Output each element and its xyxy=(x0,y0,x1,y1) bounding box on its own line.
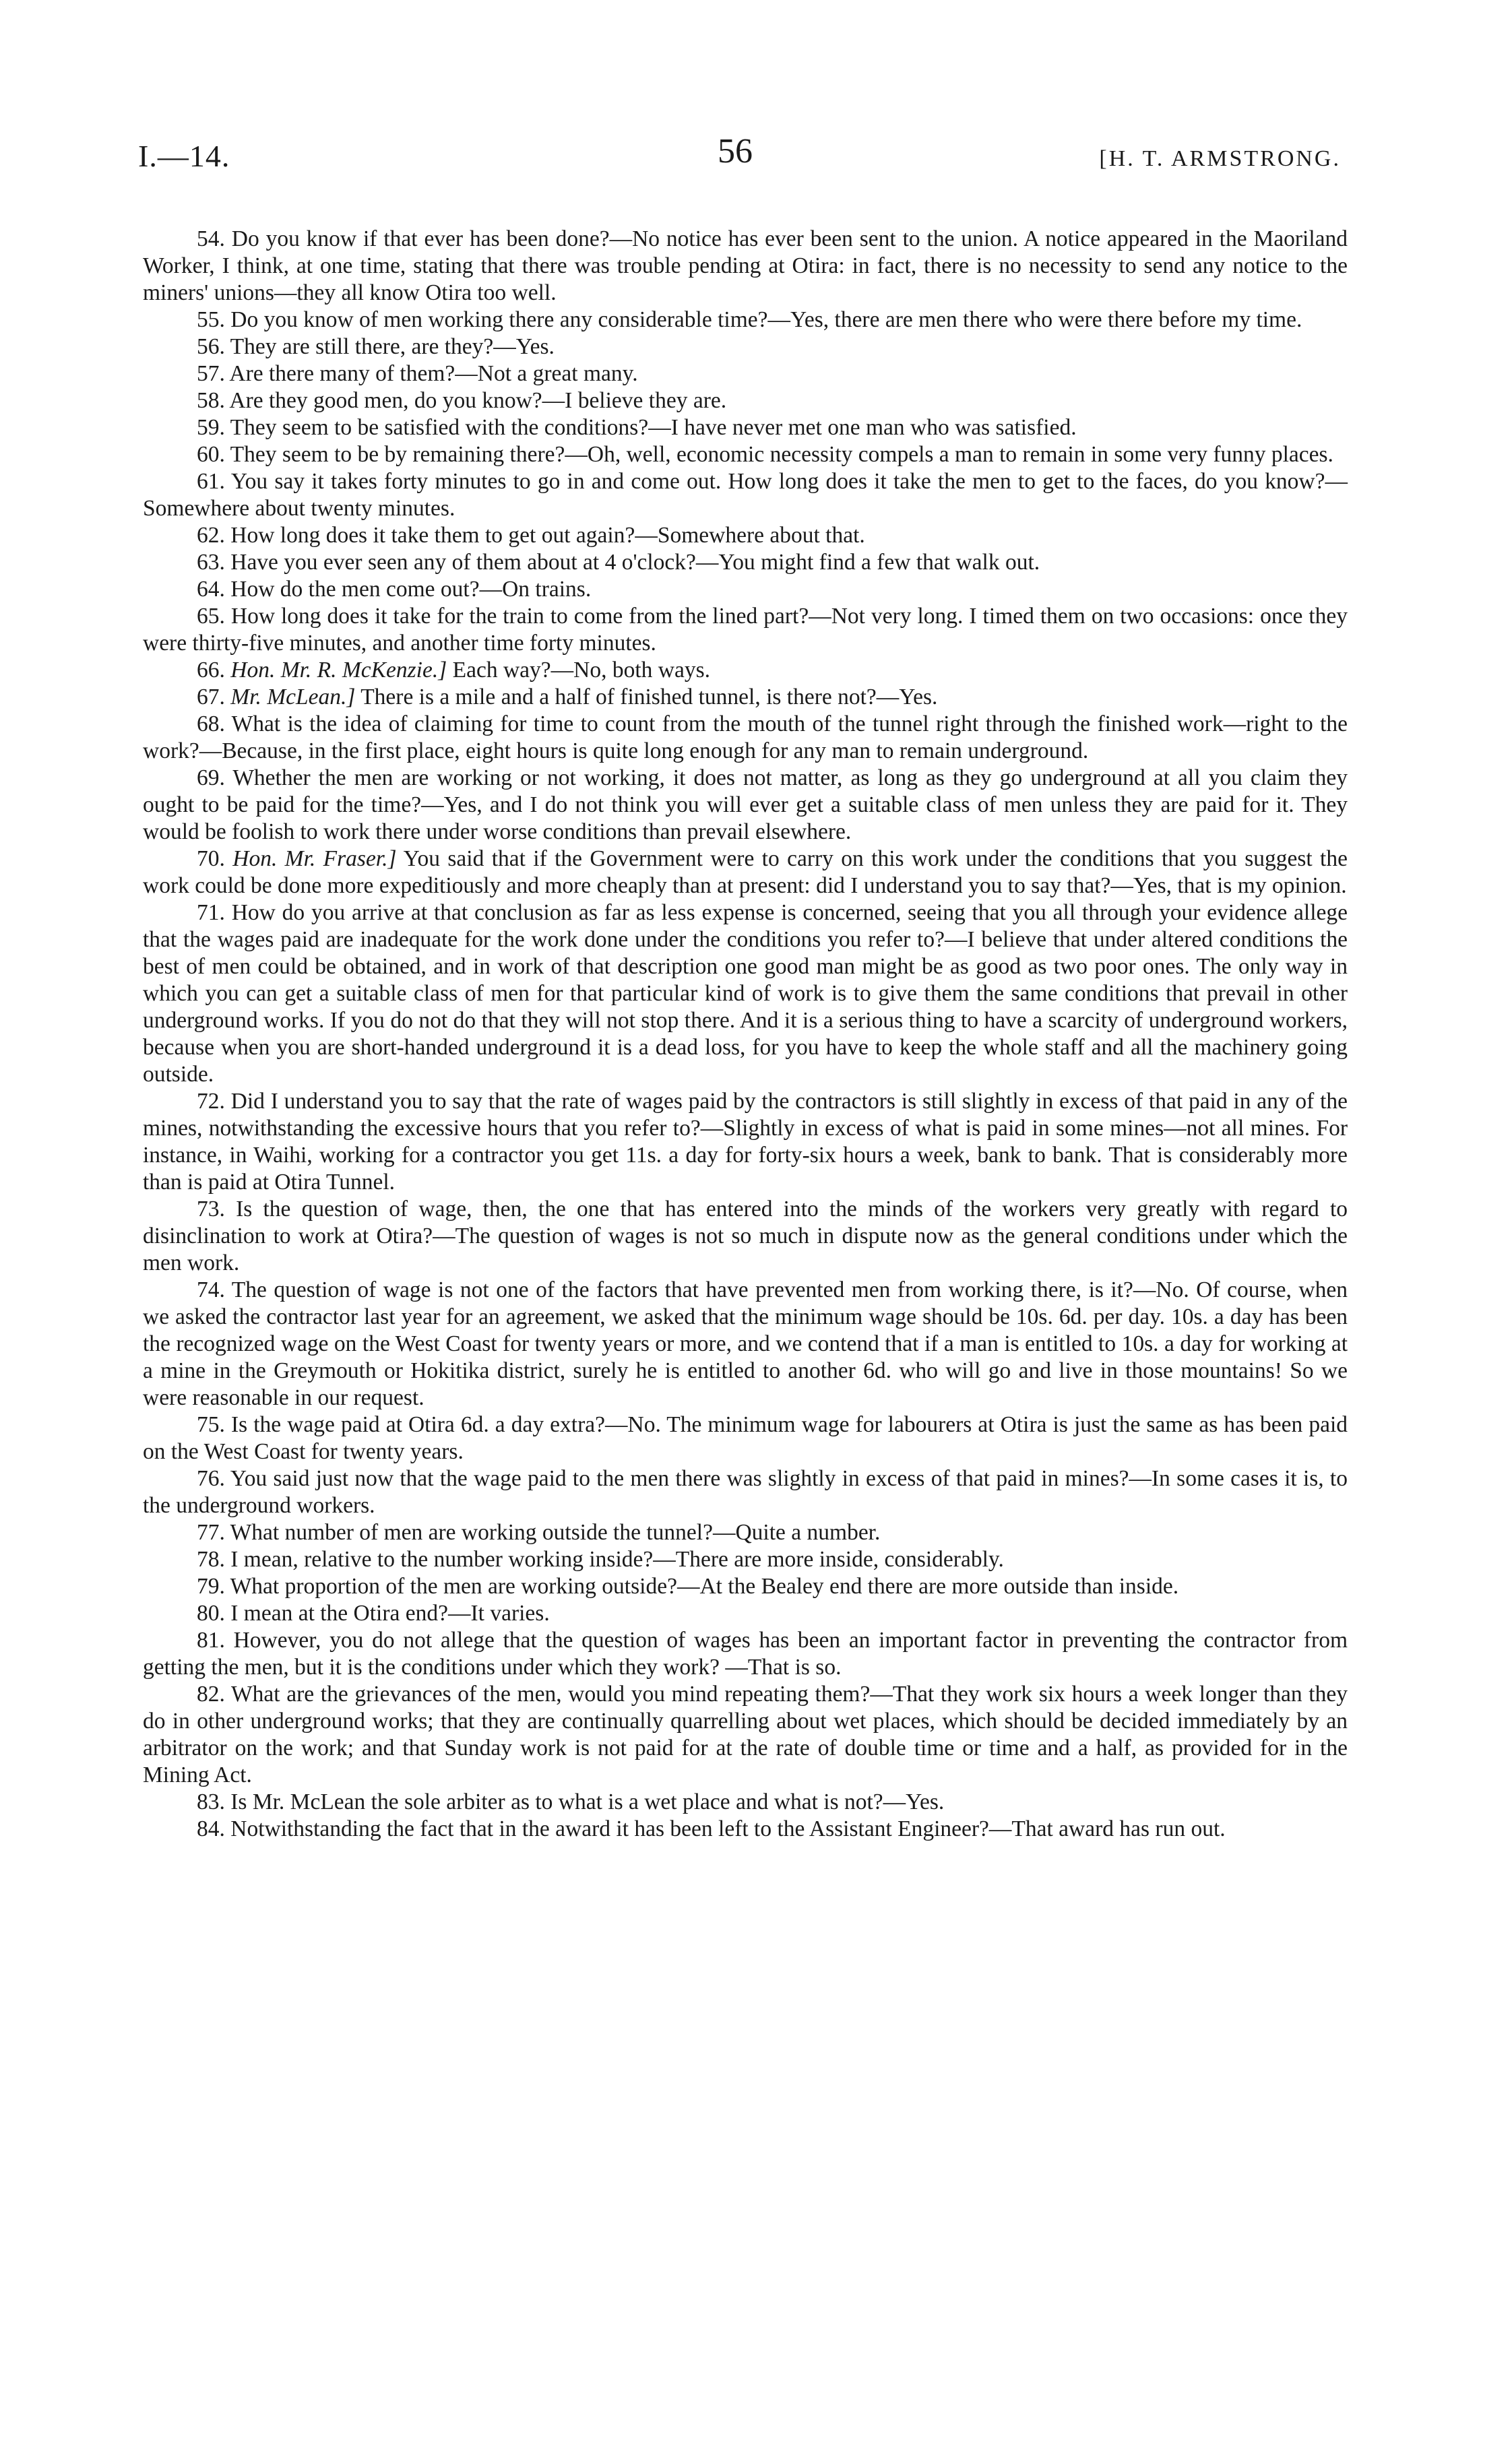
question-number: 77. xyxy=(197,1520,225,1545)
question-answer-paragraph xyxy=(143,387,1348,414)
question-number: 61. xyxy=(197,469,225,494)
question-number: 63. xyxy=(197,550,225,575)
question-number: 69. xyxy=(197,765,225,790)
question-answer-paragraph xyxy=(143,522,1348,549)
question-answer-text: Notwithstanding the fact that in the award it has been left to the Assistant Engineer?—That award has run out. xyxy=(230,1816,1226,1841)
question-answer-text: Whether the men are working or not working, it does not matter, as long as they go underground at all you claim they ought to be paid for the time?—Yes, and I do not think you will ever get a suitable class of men unless they are paid for it. They would be foolish to work there under worse conditions than prevail elsewhere. xyxy=(143,765,1348,844)
question-number: 75. xyxy=(197,1412,225,1437)
witness-name: [H. T. ARMSTRONG. xyxy=(1099,146,1341,171)
question-number: 64. xyxy=(197,577,225,602)
question-answer-paragraph xyxy=(143,1627,1348,1681)
speaker-name: Hon. Mr. R. McKenzie.] xyxy=(230,658,447,683)
question-answer-text: I mean, relative to the number working inside?—There are more inside, considerably. xyxy=(230,1547,1004,1572)
question-answer-text: Have you ever seen any of them about at 4 o'clock?—You might find a few that walk out. xyxy=(230,550,1040,575)
question-answer-text: I mean at the Otira end?—It varies. xyxy=(230,1601,550,1626)
question-answer-paragraph xyxy=(143,1277,1348,1411)
question-answer-text: What is the idea of claiming for time to count from the mouth of the tunnel right through the finished work—right to the work?—Because, in the first place, eight hours is quite long enough for any man to remain underground. xyxy=(143,711,1348,763)
question-number: 54. xyxy=(197,226,225,251)
question-number: 59. xyxy=(197,415,225,440)
question-answer-paragraph xyxy=(143,1411,1348,1465)
question-answer-paragraph xyxy=(143,468,1348,522)
parliamentary-paper-reference: I.—14. xyxy=(138,139,230,173)
question-number: 79. xyxy=(197,1574,225,1599)
question-answer-paragraph xyxy=(143,360,1348,387)
question-answer-text: They are still there, are they?—Yes. xyxy=(230,334,555,359)
question-number: 83. xyxy=(197,1789,225,1814)
question-answer-paragraph xyxy=(143,1600,1348,1627)
speaker-name: Hon. Mr. Fraser.] xyxy=(232,846,397,871)
question-answer-text: Are they good men, do you know?—I believe they are. xyxy=(229,388,727,413)
question-number: 67. xyxy=(197,685,225,709)
question-answer-paragraph xyxy=(143,846,1348,899)
question-number: 58. xyxy=(197,388,225,413)
question-number: 73. xyxy=(197,1197,225,1222)
question-number: 72. xyxy=(197,1089,225,1114)
question-answer-text: There is a mile and a half of finished tunnel, is there not?—Yes. xyxy=(360,685,938,709)
question-number: 57. xyxy=(197,361,225,386)
question-answer-paragraph xyxy=(143,711,1348,765)
question-answer-paragraph xyxy=(143,1681,1348,1789)
question-answer-paragraph xyxy=(143,1465,1348,1519)
question-answer-text: You say it takes forty minutes to go in and come out. How long does it take the men to get to the faces, do you know?—Somewhere about twenty minutes. xyxy=(143,469,1348,521)
question-number: 68. xyxy=(197,711,225,736)
question-number: 60. xyxy=(197,442,225,467)
question-answer-text: Do you know if that ever has been done?—No notice has ever been sent to the union. A notice appeared in the Maoriland Worker, I think, at one time, stating that there was trouble pending at Otira: in fact, there is no necessity to send any notice to the miners' unions—they all know Otira too well. xyxy=(143,226,1348,305)
question-answer-paragraph xyxy=(143,765,1348,846)
question-number: 65. xyxy=(197,604,225,629)
question-answer-paragraph xyxy=(143,1546,1348,1573)
question-number: 78. xyxy=(197,1547,225,1572)
question-number: 56. xyxy=(197,334,225,359)
question-number: 55. xyxy=(197,307,225,332)
question-answer-paragraph xyxy=(143,1196,1348,1277)
question-answer-text: They seem to be by remaining there?—Oh, well, economic necessity compels a man to remain in some very funny places. xyxy=(230,442,1333,467)
speaker-name: Mr. McLean.] xyxy=(230,685,356,709)
question-answer-text: The question of wage is not one of the factors that have prevented men from working there, is it?—No. Of course, when we asked the contractor last year for an agreement, we asked that the minimum wage should be 10s. 6d. per day. 10s. a day has been the recognized wage on the West Coast for twenty years or more, and we contend that if a man is entitled to 10s. a day for working at a mine in the Greymouth or Hokitika district, surely he is entitled to another 6d. who will go and live in those mountains! So we were reasonable in our request. xyxy=(143,1277,1348,1410)
question-answer-paragraph xyxy=(143,1789,1348,1816)
question-answer-paragraph xyxy=(143,334,1348,360)
question-number: 74. xyxy=(197,1277,225,1302)
page-header xyxy=(138,132,1341,185)
question-answer-text: Each way?—No, both ways. xyxy=(452,658,710,683)
question-answer-text: Is the wage paid at Otira 6d. a day extra?—No. The minimum wage for labourers at Otira is just the same as has been paid on the West Coast for twenty years. xyxy=(143,1412,1348,1464)
question-number: 82. xyxy=(197,1682,225,1707)
question-number: 71. xyxy=(197,900,225,925)
question-answer-paragraph xyxy=(143,657,1348,684)
question-answer-text: What number of men are working outside the tunnel?—Quite a number. xyxy=(230,1520,881,1545)
question-answer-paragraph xyxy=(143,684,1348,711)
question-answer-paragraph xyxy=(143,1573,1348,1600)
question-answer-text: What proportion of the men are working outside?—At the Bealey end there are more outside than inside. xyxy=(230,1574,1179,1599)
question-answer-text: Is Mr. McLean the sole arbiter as to what is a wet place and what is not?—Yes. xyxy=(230,1789,945,1814)
question-answer-text: You said just now that the wage paid to the men there was slightly in excess of that paid in mines?—In some cases it is, to the underground workers. xyxy=(143,1466,1348,1518)
question-answer-text: Did I understand you to say that the rate of wages paid by the contractors is still slightly in excess of that paid in any of the mines, notwithstanding the excessive hours that you refer to?—Slightly in excess of what is paid in some mines—not all mines. For instance, in Waihi, working for a contractor you get 11s. a day for forty-six hours a week, bank to bank. That is considerably more than is paid at Otira Tunnel. xyxy=(143,1089,1348,1195)
page-number: 56 xyxy=(718,132,753,170)
question-answer-paragraph xyxy=(143,1816,1348,1843)
question-number: 84. xyxy=(197,1816,225,1841)
question-answer-text: How do you arrive at that conclusion as far as less expense is concerned, seeing that you all through your evidence allege that the wages paid are inadequate for the work done under the conditions you refer to?—I believe that under altered conditions the best of men could be obtained, and in work of that description one good man might be as good as two poor ones. The only way in which you can get a suitable class of men for that particular kind of work is to give them the same conditions that prevail in other underground works. If you do not do that they will not stop there. And it is a serious thing to have a scarcity of underground workers, because when you are short-handed underground it is a dead loss, for you have to keep the whole staff and all the machinery going outside. xyxy=(143,900,1348,1087)
question-answer-text: You said that if the Government were to carry on this work under the conditions that you suggest the work could be done more expeditiously and more cheaply than at present: did I understand you to say that?—Yes, that is my opinion. xyxy=(143,846,1348,898)
question-answer-paragraph xyxy=(143,307,1348,334)
question-number: 62. xyxy=(197,523,225,548)
question-answer-paragraph xyxy=(143,441,1348,468)
question-answer-paragraph xyxy=(143,603,1348,657)
question-answer-text: Do you know of men working there any considerable time?—Yes, there are men there who were there before my time. xyxy=(230,307,1302,332)
question-answer-text: They seem to be satisfied with the conditions?—I have never met one man who was satisfied. xyxy=(230,415,1077,440)
question-answer-text: Is the question of wage, then, the one that has entered into the minds of the workers very greatly with regard to disinclination to work at Otira?—The question of wages is not so much in dispute now as the general conditions under which the men work. xyxy=(143,1197,1348,1275)
question-number: 76. xyxy=(197,1466,225,1491)
evidence-transcript xyxy=(143,226,1348,1843)
question-answer-paragraph xyxy=(143,414,1348,441)
question-answer-paragraph xyxy=(143,576,1348,603)
question-answer-paragraph xyxy=(143,1088,1348,1196)
question-answer-paragraph xyxy=(143,549,1348,576)
question-answer-text: How do the men come out?—On trains. xyxy=(230,577,592,602)
question-answer-text: What are the grievances of the men, would you mind repeating them?—That they work six hours a week longer than they do in other underground works; that they are continually quarrelling about wet places, which should be decided immediately by an arbitrator on the work; and that Sunday work is not paid for at the rate of double time or time and a half, as provided for in the Mining Act. xyxy=(143,1682,1348,1787)
question-answer-paragraph xyxy=(143,899,1348,1088)
question-number: 66. xyxy=(197,658,225,683)
question-answer-text: How long does it take for the train to come from the lined part?—Not very long. I timed them on two occasions: once they were thirty-five minutes, and another time forty minutes. xyxy=(143,604,1348,656)
question-answer-text: How long does it take them to get out again?—Somewhere about that. xyxy=(230,523,865,548)
question-answer-paragraph xyxy=(143,1519,1348,1546)
question-number: 81. xyxy=(197,1628,225,1653)
question-answer-paragraph xyxy=(143,226,1348,307)
question-number: 80. xyxy=(197,1601,225,1626)
question-answer-text: Are there many of them?—Not a great many. xyxy=(229,361,638,386)
question-answer-text: However, you do not allege that the question of wages has been an important factor in preventing the contractor from getting the men, but it is the conditions under which they work? —That is so. xyxy=(143,1628,1348,1680)
question-number: 70. xyxy=(197,846,225,871)
